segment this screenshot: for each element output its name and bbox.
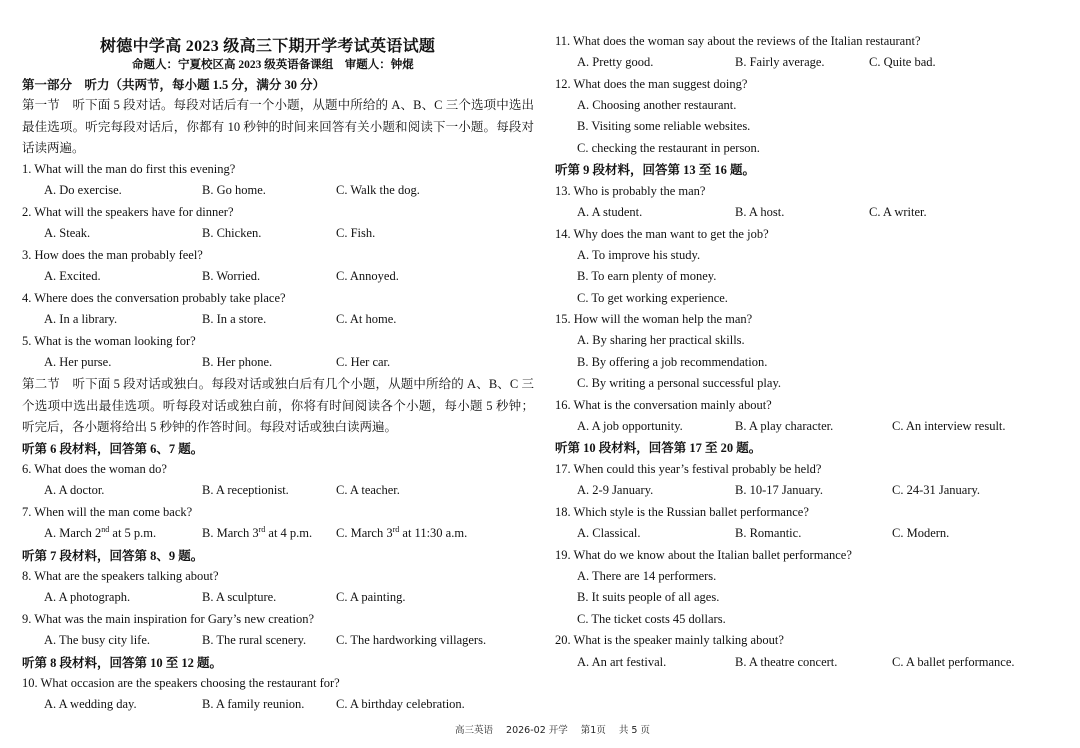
q18-option-c: C. Modern. bbox=[892, 526, 950, 540]
q17-option-b: B. 10-17 January. bbox=[735, 483, 824, 497]
q20-option-b: B. A theatre concert. bbox=[735, 655, 838, 669]
q1-option-c: C. Walk the dog. bbox=[336, 183, 420, 197]
q7-option-c: C. March 3rd at 11:30 a.m. bbox=[336, 524, 468, 540]
q18-option-a: A. Classical. bbox=[577, 526, 641, 540]
q11-option-a: A. Pretty good. bbox=[577, 55, 654, 69]
q12-option-c: C. checking the restaurant in person. bbox=[577, 141, 760, 155]
q15-option-c: C. By writing a personal successful play. bbox=[577, 376, 782, 390]
q19-option-a: A. There are 14 performers. bbox=[577, 569, 717, 583]
q10-option-c: C. A birthday celebration. bbox=[336, 697, 465, 711]
q17-option-a: A. 2-9 January. bbox=[577, 483, 654, 497]
q13-option-c: C. A writer. bbox=[869, 205, 927, 219]
q1-option-b: B. Go home. bbox=[202, 183, 266, 197]
q9-option-c: C. The hardworking villagers. bbox=[336, 633, 487, 647]
question-13: 13. Who is probably the man? bbox=[555, 184, 706, 198]
q6-option-b: B. A receptionist. bbox=[202, 483, 289, 497]
q20-option-c: C. A ballet performance. bbox=[892, 655, 1015, 669]
question-5: 5. What is the woman looking for? bbox=[22, 334, 196, 348]
q15-option-a: A. By sharing her practical skills. bbox=[577, 333, 745, 347]
q9-option-a: A. The busy city life. bbox=[44, 633, 150, 647]
question-17: 17. When could this year’s festival probably be held? bbox=[555, 462, 822, 476]
q5-option-b: B. Her phone. bbox=[202, 355, 273, 369]
question-18: 18. Which style is the Russian ballet performance? bbox=[555, 505, 809, 519]
footer-date: 2026-02 开学 bbox=[506, 725, 568, 736]
q16-option-c: C. An interview result. bbox=[892, 419, 1006, 433]
exam-authors: 命题人：宁夏校区高 2023 级英语备课组 审题人：钟焜 bbox=[132, 59, 414, 71]
q4-option-c: C. At home. bbox=[336, 312, 397, 326]
q8-option-b: B. A sculpture. bbox=[202, 590, 277, 604]
question-14: 14. Why does the man want to get the job? bbox=[555, 227, 769, 241]
q12-option-b: B. Visiting some reliable websites. bbox=[577, 119, 751, 133]
question-1: 1. What will the man do first this evening? bbox=[22, 162, 236, 176]
q14-option-c: C. To get working experience. bbox=[577, 291, 728, 305]
question-7: 7. When will the man come back? bbox=[22, 505, 193, 519]
q12-option-a: A. Choosing another restaurant. bbox=[577, 98, 737, 112]
question-12: 12. What does the man suggest doing? bbox=[555, 77, 748, 91]
q6-option-c: C. A teacher. bbox=[336, 483, 400, 497]
question-16: 16. What is the conversation mainly about? bbox=[555, 398, 772, 412]
question-6: 6. What does the woman do? bbox=[22, 462, 167, 476]
q6-option-a: A. A doctor. bbox=[44, 483, 105, 497]
footer-subject: 高三英语 bbox=[455, 725, 494, 736]
footer-page: 第1页 bbox=[580, 725, 606, 736]
q8-option-a: A. A photograph. bbox=[44, 590, 131, 604]
question-8: 8. What are the speakers talking about? bbox=[22, 569, 219, 583]
q13-option-a: A. A student. bbox=[577, 205, 643, 219]
question-19: 19. What do we know about the Italian ballet performance? bbox=[555, 548, 852, 562]
question-10: 10. What occasion are the speakers choosing the restaurant for? bbox=[22, 676, 340, 690]
material-8-heading: 听第 8 段材料，回答第 10 至 12 题。 bbox=[22, 656, 223, 670]
q17-option-c: C. 24-31 January. bbox=[892, 483, 981, 497]
q10-option-b: B. A family reunion. bbox=[202, 697, 305, 711]
q7-option-a: A. March 2nd at 5 p.m. bbox=[44, 524, 157, 540]
q4-option-b: B. In a store. bbox=[202, 312, 267, 326]
question-15: 15. How will the woman help the man? bbox=[555, 312, 753, 326]
material-9-heading: 听第 9 段材料，回答第 13 至 16 题。 bbox=[555, 163, 756, 177]
question-9: 9. What was the main inspiration for Gary’s new creation? bbox=[22, 612, 315, 626]
question-20: 20. What is the speaker mainly talking about? bbox=[555, 633, 784, 647]
q15-option-b: B. By offering a job recommendation. bbox=[577, 355, 768, 369]
q14-option-a: A. To improve his study. bbox=[577, 248, 701, 262]
page-footer bbox=[455, 722, 660, 736]
q9-option-b: B. The rural scenery. bbox=[202, 633, 307, 647]
q20-option-a: A. An art festival. bbox=[577, 655, 667, 669]
q19-option-c: C. The ticket costs 45 dollars. bbox=[577, 612, 726, 626]
q2-option-a: A. Steak. bbox=[44, 226, 91, 240]
page-title: 树德中学高 2023 级高三下期开学考试英语试题 bbox=[100, 38, 436, 55]
material-10-heading: 听第 10 段材料，回答第 17 至 20 题。 bbox=[555, 441, 762, 455]
section1-instructions: 第一节 听下面 5 段对话。每段对话后有一个小题，从题中所给的 A、B、C 三个选项中选出最佳选项。听完每段对话后，你都有 10 秒钟的时间来回答有关小题和阅读下一小题。每段对话读两遍。 bbox=[22, 98, 534, 155]
question-4: 4. Where does the conversation probably take place? bbox=[22, 291, 286, 305]
q3-option-b: B. Worried. bbox=[202, 269, 261, 283]
q19-option-b: B. It suits people of all ages. bbox=[577, 590, 720, 604]
q1-option-a: A. Do exercise. bbox=[44, 183, 122, 197]
q11-option-c: C. Quite bad. bbox=[869, 55, 936, 69]
q11-option-b: B. Fairly average. bbox=[735, 55, 825, 69]
q8-option-c: C. A painting. bbox=[336, 590, 406, 604]
section2-instructions: 第二节 听下面 5 段对话或独白。每段对话或独白后有几个小题，从题中所给的 A、B、C 三个选项中选出最佳选项。听每段对话或独白前，你将有时间阅读各个小题，每小题 5 秒钟；听完后，各小题将给出 5 秒钟的作答时间。每段对话或独白读两遍。 bbox=[22, 377, 534, 434]
q3-option-c: C. Annoyed. bbox=[336, 269, 399, 283]
material-7-heading: 听第 7 段材料，回答第 8、9 题。 bbox=[22, 549, 204, 563]
q2-option-b: B. Chicken. bbox=[202, 226, 262, 240]
q14-option-b: B. To earn plenty of money. bbox=[577, 269, 717, 283]
material-6-heading: 听第 6 段材料，回答第 6、7 题。 bbox=[22, 442, 204, 456]
question-11: 11. What does the woman say about the reviews of the Italian restaurant? bbox=[555, 34, 921, 48]
q5-option-a: A. Her purse. bbox=[44, 355, 112, 369]
footer-total: 共 5 页 bbox=[618, 725, 650, 736]
question-3: 3. How does the man probably feel? bbox=[22, 248, 203, 262]
q18-option-b: B. Romantic. bbox=[735, 526, 802, 540]
q7-option-b: B. March 3rd at 4 p.m. bbox=[202, 524, 313, 540]
q2-option-c: C. Fish. bbox=[336, 226, 376, 240]
q5-option-c: C. Her car. bbox=[336, 355, 391, 369]
q13-option-b: B. A host. bbox=[735, 205, 785, 219]
q10-option-a: A. A wedding day. bbox=[44, 697, 137, 711]
question-2: 2. What will the speakers have for dinner? bbox=[22, 205, 234, 219]
q4-option-a: A. In a library. bbox=[44, 312, 118, 326]
q16-option-a: A. A job opportunity. bbox=[577, 419, 683, 433]
q3-option-a: A. Excited. bbox=[44, 269, 101, 283]
part1-heading: 第一部分 听力（共两节，每小题 1.5 分，满分 30 分） bbox=[22, 78, 326, 92]
q16-option-b: B. A play character. bbox=[735, 419, 834, 433]
